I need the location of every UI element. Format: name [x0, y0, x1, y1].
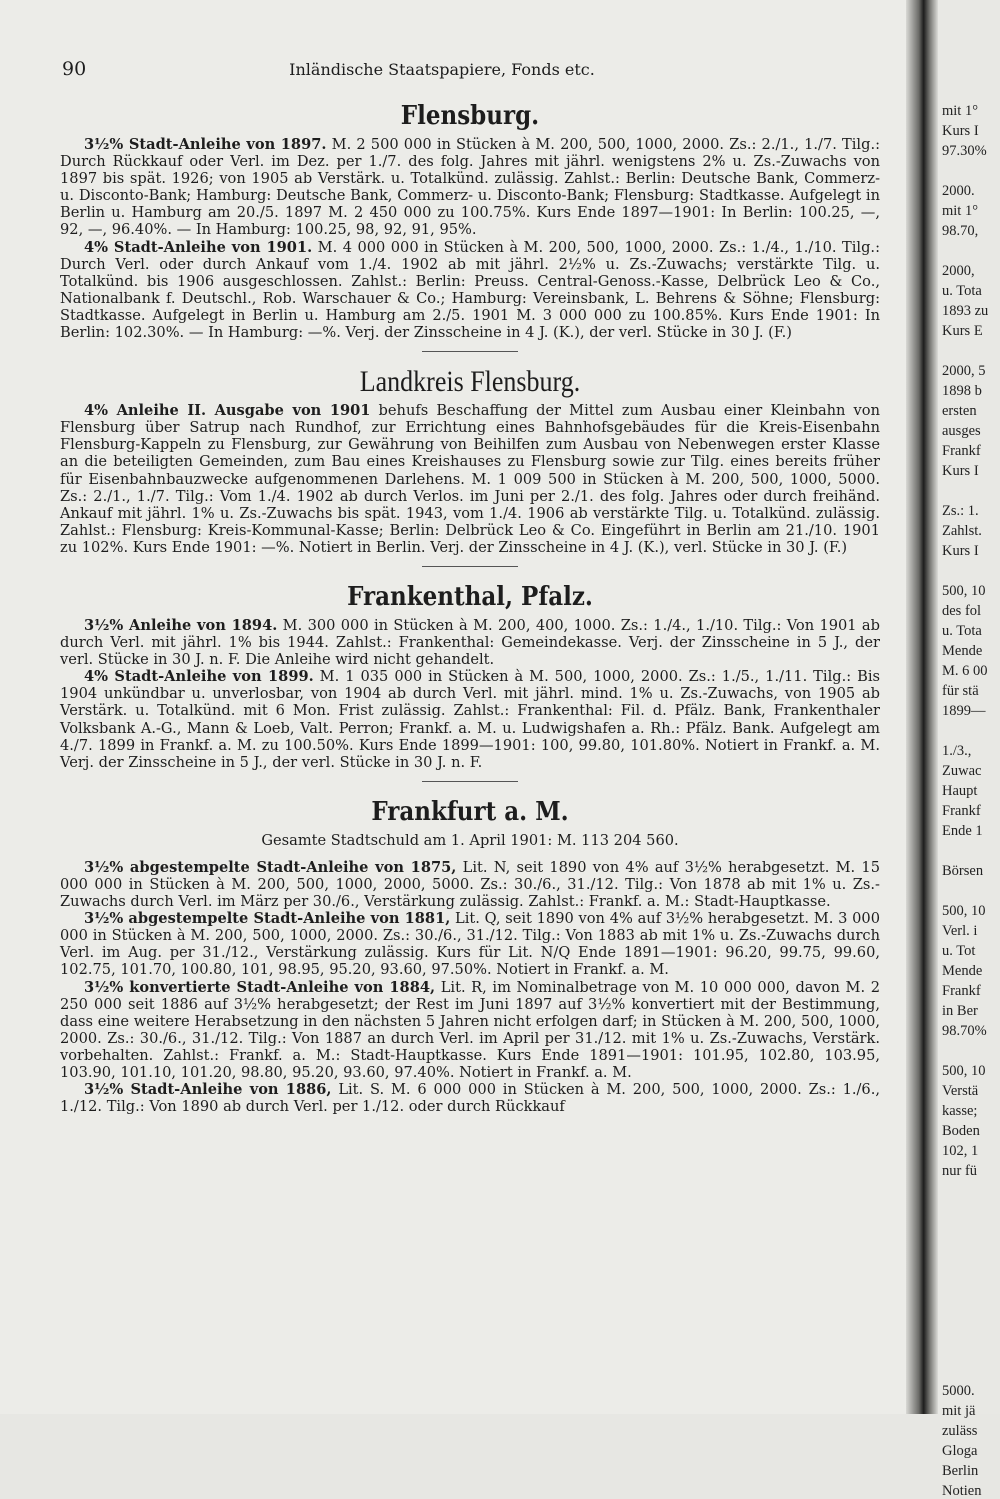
page-content [60, 96, 880, 1115]
adjacent-page-fragment: Gloga [942, 1443, 978, 1459]
adjacent-page-fragment: 98.70, [942, 223, 979, 239]
bond-entry [60, 402, 880, 556]
page-header [62, 58, 882, 80]
bond-text: M. 2 500 000 in Stücken à M. 200, 500, 1000, 2000. Zs.: 2./1., 1./7. Tilg.: Durch Rückkauf oder Verl. im Dez. per 1./7. des folg. Jahres mit jährl. wenigstens 2% u. Zs.-Zuwachs von 1897 bis spät. 1926; von 1905 ab Verstärk. u. Totalkünd. zulässig. Zahlst.: Berlin: Deutsche Bank, Commerz- u. Disconto-Bank; Hamburg: Deutsche Bank, Commerz- u. Disconto-Bank; Flensburg: Stadtkasse. Aufgelegt in Berlin u. Hamburg am 20./5. 1897 M. 2 450 000 zu 100.75%. Kurs Ende 1897—1901: In Berlin: 100.25, —, 92, —, 96.40%. — In Hamburg: 100.25, 98, 92, 91, 95%. [60, 136, 880, 239]
adjacent-page-fragment: Verl. i [942, 923, 978, 939]
adjacent-page-fragment: 500, 10 [942, 1063, 986, 1079]
bond-entry [60, 136, 880, 239]
bond-title: 3½% Stadt-Anleihe von 1897. [84, 136, 327, 153]
adjacent-page-fragment: 1./3., [942, 743, 972, 759]
bond-entry [60, 910, 880, 978]
adjacent-page-fragment: Börsen [942, 863, 984, 879]
bond-entry [60, 239, 880, 342]
section-heading: Flensburg. [400, 99, 540, 131]
adjacent-page-fragment: des fol [942, 603, 982, 619]
adjacent-page-fragment: Frankf [942, 803, 981, 819]
bond-title: 3½% abgestempelte Stadt-Anleihe von 1875, [84, 858, 457, 876]
bond-text: M. 300 000 in Stücken à M. 200, 400, 1000. Zs.: 1./4., 1./10. Tilg.: Von 1901 ab durch Verl. mit jährl. 1% bis 1944. Zahlst.: Frankenthal: Gemeindekasse. Verj. der Zinsscheine in 5 J., der verl. Stücke in 30 J. n. F. Die Anleihe wird nicht gehandelt. [60, 616, 880, 669]
adjacent-page-fragment: 500, 10 [942, 903, 986, 919]
section-heading: Frankenthal, Pfalz. [347, 580, 593, 612]
adjacent-page-fragment: 1899— [942, 703, 986, 719]
adjacent-page-fragment: Kurs I [942, 543, 979, 559]
adjacent-page-fragment: u. Tota [942, 623, 982, 639]
adjacent-page-fragment: Zuwac [942, 763, 982, 779]
bond-text: Lit. S. M. 6 000 000 in Stücken à M. 200, 500, 1000, 2000. Zs.: 1./6., 1./12. Tilg.: Von 1890 ab durch Verl. per 1./12. oder durch Rückkauf [60, 1081, 880, 1116]
section-divider [422, 781, 518, 782]
adjacent-page [938, 0, 1000, 1499]
running-title: Inländische Staatspapiere, Fonds etc. [289, 60, 595, 79]
adjacent-page-fragment: Verstä [942, 1083, 979, 1099]
bond-title: 4% Stadt-Anleihe von 1901. [84, 238, 313, 256]
adjacent-page-fragment: Frankf [942, 443, 981, 459]
adjacent-page-fragment: Zahlst. [942, 523, 982, 539]
adjacent-page-fragment: ersten [942, 403, 977, 419]
section-subline: Gesamte Stadtschuld am 1. April 1901: M. 113 204 560. [261, 831, 679, 849]
adjacent-page-fragment: zuläss [942, 1423, 978, 1439]
adjacent-page-fragment: Mende [942, 643, 983, 659]
adjacent-page-fragment: Zs.: 1. [942, 503, 979, 519]
adjacent-page-fragment: 1893 zu [942, 303, 989, 319]
bond-entry [60, 617, 880, 668]
page-number: 90 [62, 58, 87, 80]
adjacent-page-fragment: Berlin [942, 1463, 979, 1479]
adjacent-page-fragment: Kurs I [942, 123, 979, 139]
bond-title: 4% Anleihe II. Ausgabe von 1901 [84, 402, 371, 420]
adjacent-page-fragment: M. 6 00 [942, 663, 988, 679]
bond-title: 3½% konvertierte Stadt-Anleihe von 1884, [84, 978, 436, 996]
bond-text: Lit. Q, seit 1890 von 4% auf 3½% herabgesetzt. M. 3 000 000 in Stücken à M. 200, 500, 1000, 2000. Zs.: 30./6., 31./12. Tilg.: Von 1883 ab mit 1% u. Zs.-Zuwachs durch Verl. im Aug. per 31./12., Verstärkung zulässig. Kurs für Lit. N/Q Ende 1891—1901: 96.20, 99.75, 99.60, 102.75, 101.70, 100.80, 101, 98.95, 95.20, 93.60, 97.50%. Notiert in Frankf. a. M. [60, 910, 880, 979]
adjacent-page-fragment: in Ber [942, 1003, 978, 1019]
adjacent-page-fragment: 5000. [942, 1383, 975, 1399]
adjacent-page-fragment: Kurs E [942, 323, 983, 339]
adjacent-page-fragment: kasse; [942, 1103, 978, 1119]
bond-entry [60, 668, 880, 771]
section-heading: Frankfurt a. M. [371, 795, 569, 827]
bond-text: behufs Beschaffung der Mittel zum Ausbau einer Kleinbahn von Flensburg über Satrup nach Rundhof, zur Errichtung eines Bahnhofsgebäudes für die Kreis-Eisenbahn Flensburg-Kappeln zu Flensburg, zur Gewährung von Beihilfen zum Ausbau von Nebenwegen erster Klasse an die beteiligten Gemeinden, zum Bau eines Kreishauses zu Flensburg sowie zur Tilg. eines bereits früher für Eisenbahnbauzwecke aufgenommenen Darlehens. M. 1 009 500 in Stücken à M. 200, 500, 1000, 5000. Zs.: 2./1., 1./7. Tilg.: Vom 1./4. 1902 ab durch Verlos. im Juni per 2./1. des folg. Jahres oder durch freihänd. Ankauf mit jährl. 1% u. Zs.-Zuwachs bis spät. 1943, vom 1./4. 1906 ab verstärkte Tilg. u. Totalkünd. zulässig. Zahlst.: Flensburg: Kreis-Kommunal-Kasse; Berlin: Delbrück Leo & Co. Eingeführt in Berlin am 21./10. 1901 zu 102%. Kurs Ende 1901: —%. Notiert in Berlin. Verj. der Zinsscheine in 4 J. (K.), verl. Stücke in 30 J. (F.) [60, 402, 880, 556]
adjacent-page-fragment: Boden [942, 1123, 980, 1139]
bond-title: 3½% abgestempelte Stadt-Anleihe von 1881, [84, 910, 451, 928]
section-heading: Landkreis Flensburg. [359, 364, 581, 399]
bond-text: M. 4 000 000 in Stücken à M. 200, 500, 1000, 2000. Zs.: 1./4., 1./10. Tilg.: Durch Verl. oder durch Ankauf vom 1./4. 1902 ab mit jährl. 2½% u. Zs.-Zuwachs; verstärkte Tilg. u. Totalkünd. bis 1906 ausgeschlossen. Zahlst.: Berlin: Preuss. Central-Genoss.-Kasse, Delbrück Leo & Co., Nationalbank f. Deutschl., Rob. Warschauer & Co.; Hamburg: Vereinsbank, L. Behrens & Söhne; Flensburg: Stadtkasse. Aufgelegt in Berlin u. Hamburg am 2./5. 1901 M. 3 000 000 zu 100.85%. Kurs Ende 1901: In Berlin: 102.30%. — In Hamburg: —%. Verj. der Zinsscheine in 4 J. (K.), der verl. Stücke in 30 J. (F.) [60, 238, 880, 342]
adjacent-page-fragment: 97.30% [942, 143, 987, 159]
bond-entry [60, 979, 880, 1082]
adjacent-page-fragment: ausges [942, 423, 981, 439]
bond-entry [60, 859, 880, 910]
adjacent-page-fragment: 1898 b [942, 383, 982, 399]
adjacent-page-fragment: Kurs I [942, 463, 979, 479]
bond-title: 3½% Anleihe von 1894. [84, 616, 278, 634]
adjacent-page-fragment: Ende 1 [942, 823, 983, 839]
adjacent-page-fragment: u. Tota [942, 283, 982, 299]
adjacent-page-fragment: für stä [942, 683, 979, 699]
bond-text: Lit. R, im Nominalbetrage von M. 10 000 000, davon M. 2 250 000 seit 1886 auf 3½% herabgesetzt; der Rest im Juni 1897 auf 3½% konvertiert mit der Bestimmung, dass eine weitere Herabsetzung in den nächsten 5 Jahren nicht erfolgen darf; in Stücken à M. 200, 500, 1000, 2000. Zs.: 30./6., 31./12. Tilg.: Von 1887 an durch Verl. im April per 31./12. mit 1% u. Zs.-Zuwachs, Verstärk. vorbehalten. Zahlst.: Frankf. a. M.: Stadt-Hauptkasse. Kurs Ende 1891—1901: 101.95, 102.80, 103.95, 103.90, 101.10, 101.20, 98.80, 95.20, 93.60, 97.40%. Notiert in Frankf. a. M. [60, 978, 880, 1082]
book-gutter [906, 0, 938, 1414]
adjacent-page-fragment: Haupt [942, 783, 978, 799]
bond-text: M. 1 035 000 in Stücken à M. 500, 1000, 2000. Zs.: 1./5., 1./11. Tilg.: Bis 1904 unkündbar u. unverlosbar, von 1904 ab durch Verl. mit jährl. mind. 1% u. Zs.-Zuwachs, von 1905 ab Verstärk. u. Totalkünd. mit 6 Mon. Frist zulässig. Zahlst.: Frankenthal: Fil. d. Pfälz. Bank, Frankenthaler Volksbank A.-G., Mann & Loeb, Valt. Perron; Frankf. a. M. u. Ludwigshafen a. Rh.: Pfälz. Bank. Aufgelegt am 4./7. 1899 in Frankf. a. M. zu 100.50%. Kurs Ende 1899—1901: 100, 99.80, 101.80%. Notiert in Frankf. a. M. Verj. der Zinsscheine in 5 J., der verl. Stücke in 30 J. n. F. [60, 668, 880, 771]
adjacent-page-fragment: mit 1° [942, 203, 979, 219]
bond-title: 4% Stadt-Anleihe von 1899. [84, 668, 314, 686]
adjacent-page-fragment: 500, 10 [942, 583, 986, 599]
adjacent-page-fragment: nur fü [942, 1163, 978, 1179]
adjacent-page-fragment: 2000, 5 [942, 363, 986, 379]
adjacent-page-fragment: 102, 1 [942, 1143, 979, 1159]
adjacent-page-fragment: mit 1° [942, 103, 979, 119]
bond-title: 3½% Stadt-Anleihe von 1886, [84, 1081, 332, 1099]
adjacent-page-fragment: 2000. [942, 183, 975, 199]
bond-entry [60, 1081, 880, 1115]
adjacent-page-fragment: mit jä [942, 1403, 976, 1419]
adjacent-page-fragment: 2000, [942, 263, 975, 279]
adjacent-page-fragment: u. Tot [942, 943, 976, 959]
adjacent-page-fragment: 98.70% [942, 1023, 987, 1039]
section-divider [422, 566, 518, 567]
section-divider [422, 351, 518, 352]
adjacent-page-fragment: Notien [942, 1483, 982, 1499]
adjacent-page-fragment: Mende [942, 963, 983, 979]
adjacent-page-fragment: Frankf [942, 983, 981, 999]
bond-text: Lit. N, seit 1890 von 4% auf 3½% herabgesetzt. M. 15 000 000 in Stücken à M. 200, 500, 1000, 2000, 5000. Zs.: 30./6., 31./12. Tilg.: Von 1878 ab mit 1% u. Zs.-Zuwachs durch Verl. im März per 30./6., Verstärkung zulässig. Zahlst.: Frankf. a. M.: Stadt-Hauptkasse. [60, 858, 880, 911]
